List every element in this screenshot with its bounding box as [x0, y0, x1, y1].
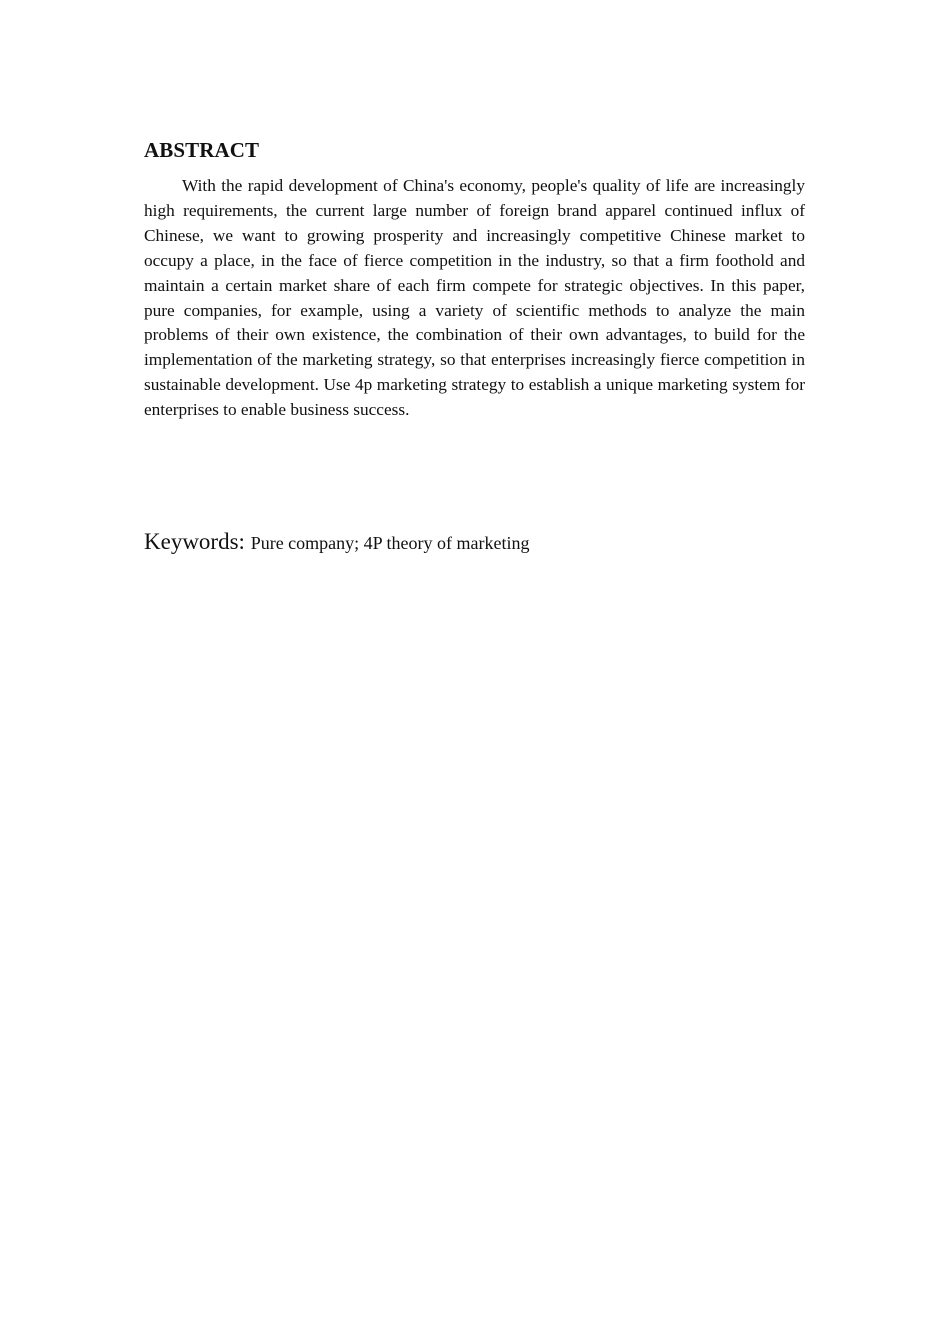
keywords-value: Pure company; 4P theory of marketing [250, 533, 530, 553]
abstract-section [144, 136, 805, 423]
keywords-label: Keywords: [144, 529, 251, 554]
abstract-paragraph: With the rapid development of China's economy, people's quality of life are increasingly high requirements, the current large number of foreign brand apparel continued influx of Chinese, we want to growing prosperity and increasingly competitive Chinese market to occupy a place, in the face of fierce competition in the industry, so that a firm foothold and maintain a certain market share of each firm compete for strategic objectives. In this paper, pure companies, for example, using a variety of scientific methods to analyze the main problems of their own existence, the combination of their own advantages, to build for the implementation of the marketing strategy, so that enterprises increasingly fierce competition in sustainable development. Use 4p marketing strategy to establish a unique marketing system for enterprises to enable business success. [144, 176, 805, 420]
keywords-line [144, 527, 805, 558]
abstract-heading: ABSTRACT [144, 138, 260, 162]
